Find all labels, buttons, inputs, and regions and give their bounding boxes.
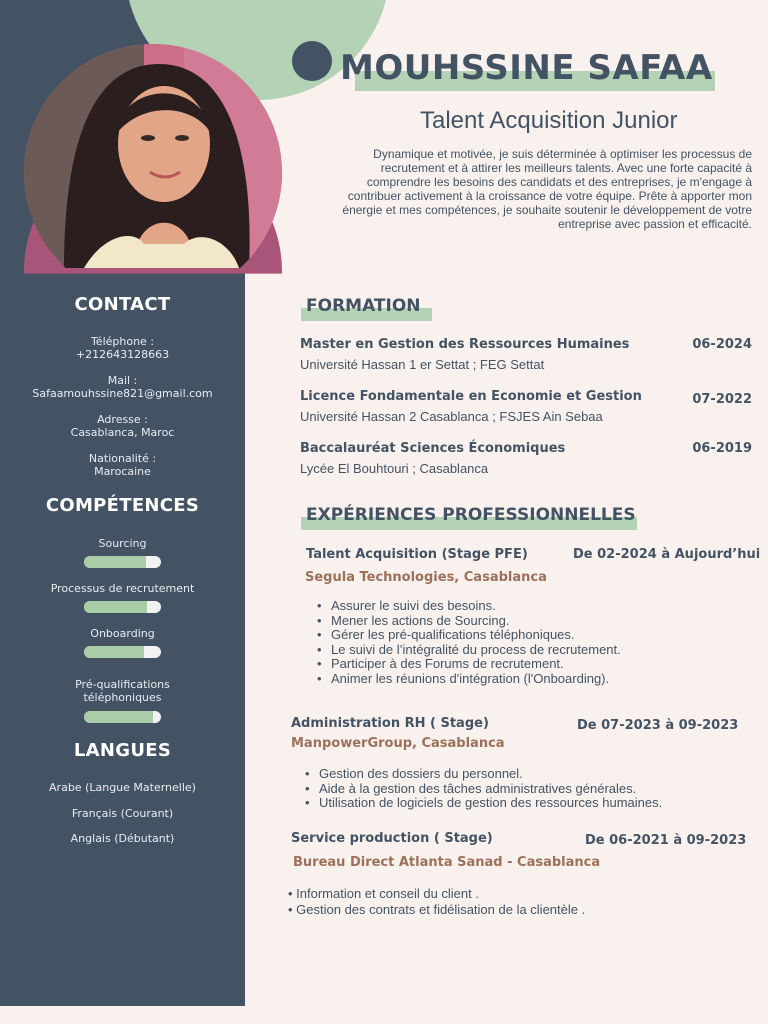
job-task: • Mener les actions de Sourcing.	[315, 614, 621, 629]
job-task: • Information et conseil du client .	[288, 886, 479, 901]
job-title: Talent Acquisition Junior	[420, 107, 678, 134]
job-role: Administration RH ( Stage)	[291, 716, 489, 731]
skill-bar	[84, 601, 161, 613]
mail-label: Mail :	[107, 374, 138, 387]
skill-bar	[84, 646, 161, 658]
language-item: Français (Courant)	[71, 807, 174, 820]
skill-bar	[84, 711, 161, 723]
job-company: Bureau Direct Atlanta Sanad - Casablanca	[293, 855, 601, 870]
job-date: De 07-2023 à 09-2023	[577, 718, 739, 733]
job-role: Talent Acquisition (Stage PFE)	[306, 547, 528, 562]
education-date: 07-2022	[692, 392, 752, 407]
job-task-list	[288, 886, 585, 918]
job-task: • Gestion des dossiers du personnel.	[303, 767, 662, 782]
phone-label: Téléphone :	[90, 335, 155, 348]
address-label: Adresse :	[97, 413, 148, 426]
job-task: • Le suivi de l’intégralité du process de recrutement.	[315, 643, 621, 658]
page-bottom-margin	[0, 1006, 768, 1024]
contact-heading: CONTACT	[74, 294, 171, 315]
languages-heading: LANGUES	[73, 740, 172, 761]
address-value: Casablanca, Maroc	[70, 426, 175, 439]
mail-value[interactable]: Safaamouhssine821@gmail.com	[32, 387, 213, 400]
education-degree: Licence Fondamentale en Economie et Gestion	[300, 389, 642, 404]
job-task-list	[315, 599, 621, 687]
skill-label: Pré-qualifications téléphoniques	[75, 678, 170, 704]
skill-label: Processus de recrutement	[50, 582, 195, 595]
nationality-label: Nationalité :	[88, 452, 157, 465]
job-task-list	[303, 767, 662, 811]
job-role: Service production ( Stage)	[291, 831, 493, 846]
education-school: Lycée El Bouhtouri ; Casablanca	[300, 461, 489, 476]
language-item: Arabe (Langue Maternelle)	[49, 781, 196, 794]
job-task: • Gestion des contrats et fidélisation de la clientèle .	[288, 902, 586, 917]
education-date: 06-2024	[692, 337, 752, 352]
job-date: De 06-2021 à 09-2023	[585, 833, 747, 848]
education-degree: Master en Gestion des Ressources Humaines	[300, 337, 630, 352]
nationality-value: Marocaine	[94, 465, 151, 478]
profile-photo	[24, 44, 282, 268]
job-task: • Aide à la gestion des tâches administratives générales.	[303, 782, 662, 797]
education-date: 06-2019	[692, 441, 752, 456]
header-dot	[292, 41, 332, 81]
job-task: • Assurer le suivi des besoins.	[315, 599, 621, 614]
education-degree: Baccalauréat Sciences Économiques	[300, 441, 566, 456]
experience-heading: EXPÉRIENCES PROFESSIONNELLES	[306, 505, 636, 525]
job-task: • Animer les réunions d'intégration (l'Onboarding).	[315, 672, 621, 687]
education-school: Université Hassan 2 Casablanca ; FSJES Ain Sebaa	[300, 409, 603, 424]
job-task: • Utilisation de logiciels de gestion des ressources humaines.	[303, 796, 662, 811]
job-task: • Participer à des Forums de recrutement.	[315, 657, 621, 672]
phone-value: +212643128663	[75, 348, 170, 361]
language-item: Anglais (Débutant)	[70, 832, 175, 845]
skill-label: Onboarding	[90, 627, 155, 640]
job-company: Segula Technologies, Casablanca	[305, 570, 547, 585]
skill-label: Sourcing	[98, 537, 147, 550]
job-task: • Gérer les pré-qualifications téléphoniques.	[315, 628, 621, 643]
formation-heading: FORMATION	[306, 296, 421, 316]
profile-summary: Dynamique et motivée, je suis déterminée à optimiser les processus de recrutement et à attirer les meilleurs talents. Avec une forte capacité à comprendre les besoins des candidats et des entreprises, je m'engage à contribuer activement à la croissance de votre équipe. Prête à apporter mon énergie et mes compétences, je souhaite soutenir le développement de votre entreprise avec passion et efficacité.	[342, 147, 752, 231]
job-company: ManpowerGroup, Casablanca	[291, 736, 505, 751]
candidate-name: MOUHSSINE SAFAA	[340, 48, 713, 88]
job-date: De 02-2024 à Aujourd’hui	[573, 547, 761, 562]
skill-bar	[84, 556, 161, 568]
education-school: Université Hassan 1 er Settat ; FEG Settat	[300, 357, 545, 372]
skills-heading: COMPÉTENCES	[45, 495, 200, 516]
